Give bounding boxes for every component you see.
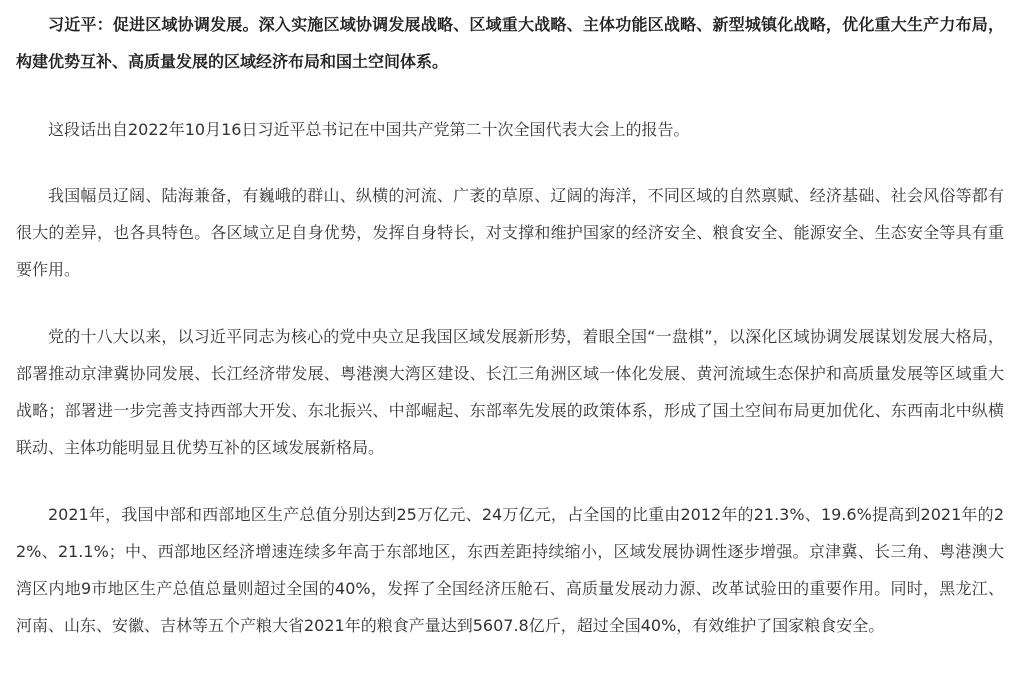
geography-paragraph: 我国幅员辽阔、陆海兼备，有巍峨的群山、纵横的河流、广袤的草原、辽阔的海洋，不同区域的自然禀赋、经济基础、社会风俗等都有很大的差异，也各具特色。各区域立足自身优势，发挥自身特长，对支撑和维护国家的经济安全、粮食安全、能源安全、生态安全等具有重要作用。 — [16, 186, 1004, 279]
statistics-paragraph: 2021年，我国中部和西部地区生产总值分别达到25万亿元、24万亿元，占全国的比重由2012年的21.3%、19.6%提高到2021年的22%、21.1%；中、西部地区经济增速连续多年高于东部地区，东西差距持续缩小，区域发展协调性逐步增强。京津冀、长三角、粤港澳大湾区内地9市地区生产总值总量则超过全国的40%，发挥了全国经济压舱石、高质量发展动力源、改革试验田的重要作用。同时，黑龙江、河南、山东、安徽、吉林等五个产粮大省2021年的粮食产量达到5607.8亿斤，超过全国40%，有效维护了国家粮食安全。 — [16, 505, 1004, 635]
source-paragraph: 这段话出自2022年10月16日习近平总书记在中国共产党第二十次全国代表大会上的报告。 — [48, 120, 690, 139]
strategy-paragraph: 党的十八大以来，以习近平同志为核心的党中央立足我国区域发展新形势，着眼全国“一盘棋”，以深化区域协调发展谋划发展大格局，部署推动京津冀协同发展、长江经济带发展、粤港澳大湾区建设、长江三角洲区域一体化发展、黄河流域生态保护和高质量发展等区域重大战略；部署进一步完善支持西部大开发、东北振兴、中部崛起、东部率先发展的政策体系，形成了国土空间布局更加优化、东西南北中纵横联动、主体功能明显且优势互补的区域发展新格局。 — [16, 327, 1004, 457]
lead-paragraph: 习近平：促进区域协调发展。深入实施区域协调发展战略、区域重大战略、主体功能区战略、新型城镇化战略，优化重大生产力布局，构建优势互补、高质量发展的区域经济布局和国土空间体系。 — [16, 15, 1004, 71]
